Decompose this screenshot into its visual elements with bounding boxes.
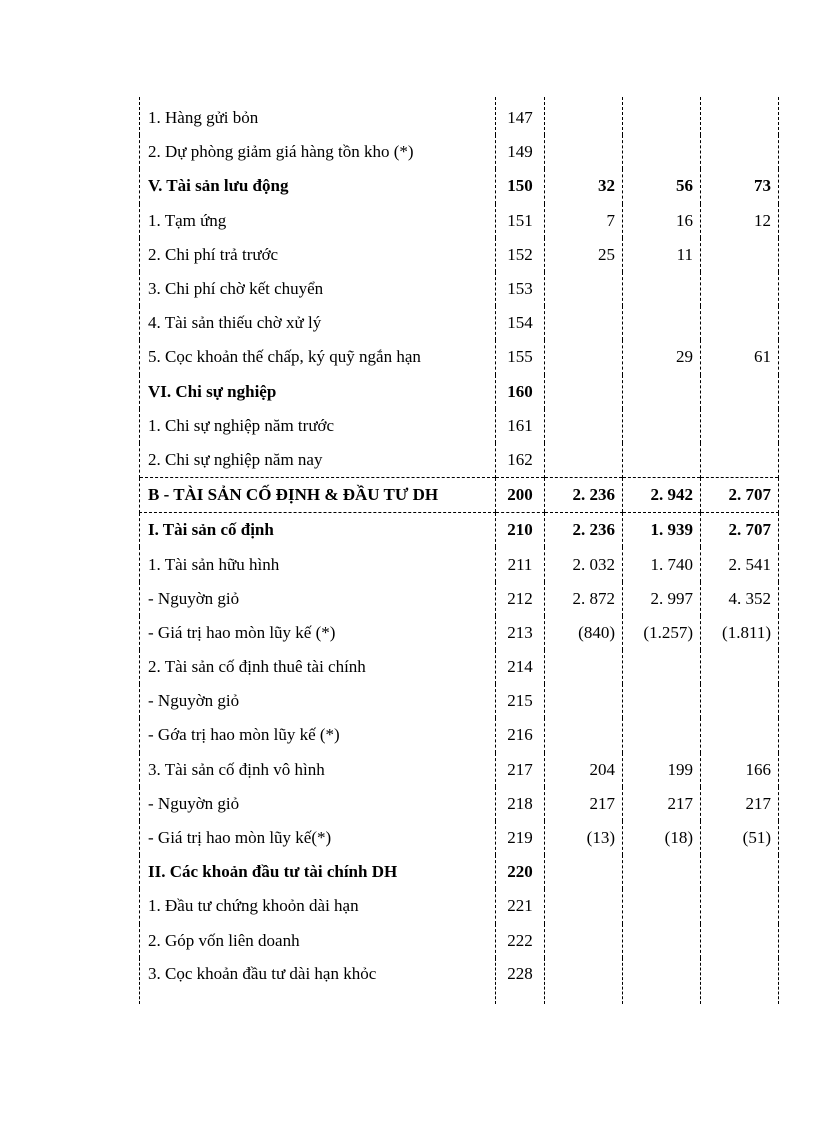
value-col-3: 2. 541 [701,547,779,581]
table-row [140,684,779,718]
value-col-1 [545,306,623,340]
value-col-1 [545,855,623,889]
value-col-1 [545,718,623,752]
value-col-3: 2. 707 [701,478,779,513]
value-col-2: 1. 939 [623,513,701,548]
value-col-3: 217 [701,787,779,821]
table-row [140,787,779,821]
value-col-2: 2. 997 [623,582,701,616]
row-label: 1. Tạm ứng [140,204,496,238]
row-label: 3. Cọc khoản đầu tư dài hạn khỏc [140,958,496,1004]
table-row [140,204,779,238]
table-row [140,718,779,752]
value-col-1: (13) [545,821,623,855]
value-col-2: 1. 740 [623,547,701,581]
value-col-2 [623,924,701,958]
row-code: 152 [496,238,545,272]
value-col-3 [701,958,779,1004]
value-col-1: 217 [545,787,623,821]
value-col-2 [623,855,701,889]
value-col-3 [701,238,779,272]
table-row [140,821,779,855]
row-code: 221 [496,889,545,923]
table-row [140,306,779,340]
value-col-1 [545,97,623,135]
row-code: 161 [496,409,545,443]
row-code: 215 [496,684,545,718]
row-code: 218 [496,787,545,821]
value-col-2 [623,650,701,684]
value-col-2: 16 [623,204,701,238]
balance-sheet-body [140,97,779,1004]
row-code: 151 [496,204,545,238]
value-col-2: 11 [623,238,701,272]
table-row [140,135,779,169]
row-label: 4. Tài sản thiếu chờ xử lý [140,306,496,340]
table-row [140,443,779,478]
value-col-2: 217 [623,787,701,821]
value-col-2 [623,443,701,478]
row-label: 1. Đầu tư chứng khoỏn dài hạn [140,889,496,923]
table-row [140,889,779,923]
table-row [140,375,779,409]
value-col-3 [701,684,779,718]
value-col-1: 2. 032 [545,547,623,581]
row-label: 2. Góp vốn liên doanh [140,924,496,958]
value-col-1 [545,958,623,1004]
value-col-2: (18) [623,821,701,855]
value-col-3 [701,135,779,169]
table-row [140,238,779,272]
row-code: 212 [496,582,545,616]
row-code: 150 [496,169,545,203]
value-col-1 [545,650,623,684]
row-code: 228 [496,958,545,1004]
row-code: 149 [496,135,545,169]
row-label: B - TÀI SẢN CỐ ĐỊNH & ĐẦU TƯ DH [140,478,496,513]
row-code: 219 [496,821,545,855]
value-col-3 [701,718,779,752]
value-col-1: 7 [545,204,623,238]
value-col-1: 25 [545,238,623,272]
value-col-2 [623,306,701,340]
value-col-1 [545,272,623,306]
value-col-2 [623,684,701,718]
row-code: 154 [496,306,545,340]
value-col-1 [545,443,623,478]
table-row [140,409,779,443]
table-row [140,958,779,1004]
value-col-2 [623,97,701,135]
row-label: I. Tài sản cố định [140,513,496,548]
row-label: 2. Tài sản cố định thuê tài chính [140,650,496,684]
table-row [140,340,779,374]
row-code: 216 [496,718,545,752]
row-label: 3. Chi phí chờ kết chuyển [140,272,496,306]
table-row [140,753,779,787]
value-col-3: 4. 352 [701,582,779,616]
value-col-1: 204 [545,753,623,787]
value-col-1: (840) [545,616,623,650]
row-label: 1. Hàng gửi bỏn [140,97,496,135]
row-code: 210 [496,513,545,548]
row-code: 220 [496,855,545,889]
row-label: - Nguyờn giỏ [140,582,496,616]
table-row [140,478,779,513]
value-col-1 [545,409,623,443]
row-label: VI. Chi sự nghiệp [140,375,496,409]
table-row [140,97,779,135]
value-col-2 [623,718,701,752]
value-col-3 [701,650,779,684]
row-label: 3. Tài sản cố định vô hình [140,753,496,787]
row-label: 1. Chi sự nghiệp năm trước [140,409,496,443]
balance-sheet-table [139,97,779,1004]
value-col-1 [545,924,623,958]
row-code: 200 [496,478,545,513]
table-row [140,855,779,889]
row-code: 147 [496,97,545,135]
row-label: 2. Chi sự nghiệp năm nay [140,443,496,478]
value-col-1: 2. 236 [545,513,623,548]
value-col-2 [623,135,701,169]
row-label: - Nguyờn giỏ [140,787,496,821]
row-code: 162 [496,443,545,478]
value-col-3 [701,272,779,306]
value-col-3: 2. 707 [701,513,779,548]
value-col-3 [701,409,779,443]
value-col-3 [701,443,779,478]
value-col-1: 2. 872 [545,582,623,616]
row-label: 2. Dự phòng giảm giá hàng tồn kho (*) [140,135,496,169]
row-code: 213 [496,616,545,650]
value-col-2: 2. 942 [623,478,701,513]
value-col-3: 166 [701,753,779,787]
row-label: - Nguyờn giỏ [140,684,496,718]
value-col-3 [701,889,779,923]
value-col-2: 29 [623,340,701,374]
table-row [140,272,779,306]
table-row [140,616,779,650]
row-code: 217 [496,753,545,787]
value-col-3 [701,306,779,340]
value-col-1 [545,684,623,718]
value-col-2 [623,375,701,409]
value-col-3: (51) [701,821,779,855]
value-col-3 [701,97,779,135]
table-row [140,924,779,958]
row-label: V. Tài sản lưu động [140,169,496,203]
row-code: 214 [496,650,545,684]
value-col-3 [701,375,779,409]
value-col-1 [545,889,623,923]
row-label: II. Các khoản đầu tư tài chính DH [140,855,496,889]
value-col-3: (1.811) [701,616,779,650]
row-label: 5. Cọc khoản thế chấp, ký quỹ ngắn hạn [140,340,496,374]
row-label: - Gớa trị hao mòn lũy kế (*) [140,718,496,752]
value-col-2 [623,409,701,443]
value-col-3: 61 [701,340,779,374]
value-col-1 [545,135,623,169]
value-col-3: 12 [701,204,779,238]
value-col-1 [545,340,623,374]
row-code: 155 [496,340,545,374]
value-col-3 [701,924,779,958]
value-col-2: 199 [623,753,701,787]
row-label: - Giá trị hao mòn lũy kế(*) [140,821,496,855]
table-row [140,513,779,548]
row-label: 1. Tài sản hữu hình [140,547,496,581]
value-col-2 [623,889,701,923]
row-label: 2. Chi phí trả trước [140,238,496,272]
table-row [140,169,779,203]
value-col-3 [701,855,779,889]
value-col-2: 56 [623,169,701,203]
value-col-2 [623,958,701,1004]
value-col-1 [545,375,623,409]
value-col-1: 2. 236 [545,478,623,513]
value-col-3: 73 [701,169,779,203]
row-code: 211 [496,547,545,581]
row-code: 160 [496,375,545,409]
table-row [140,547,779,581]
table-row [140,582,779,616]
row-code: 222 [496,924,545,958]
value-col-1: 32 [545,169,623,203]
value-col-2: (1.257) [623,616,701,650]
row-label: - Giá trị hao mòn lũy kế (*) [140,616,496,650]
value-col-2 [623,272,701,306]
row-code: 153 [496,272,545,306]
table-row [140,650,779,684]
